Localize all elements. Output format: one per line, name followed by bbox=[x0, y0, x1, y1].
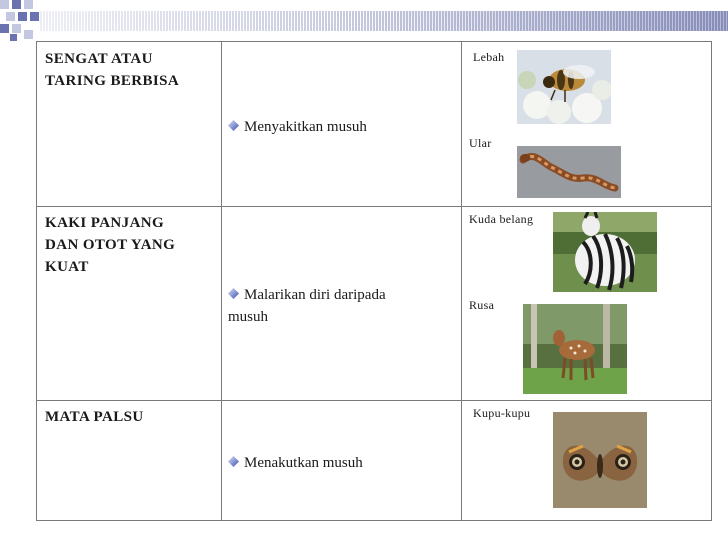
row-description bbox=[228, 116, 453, 138]
deer-photo bbox=[523, 304, 627, 394]
row-description-line: musuh bbox=[228, 309, 269, 325]
decor-square-8 bbox=[12, 24, 21, 33]
diamond-bullet-icon bbox=[228, 456, 239, 467]
decor-square-5 bbox=[18, 12, 27, 21]
column-divider-1 bbox=[221, 42, 222, 520]
row-label-line: SENGAT ATAU bbox=[45, 51, 153, 67]
zebra-photo bbox=[553, 212, 657, 292]
decor-square-6 bbox=[30, 12, 39, 21]
animal-label-ular: Ular bbox=[469, 136, 492, 150]
row-description-line: Menyakitkan musuh bbox=[244, 119, 367, 135]
row-divider-2 bbox=[37, 400, 711, 401]
decor-square-3 bbox=[24, 0, 33, 9]
row-label-line: KAKI PANJANG bbox=[45, 215, 165, 231]
butterfly-photo bbox=[553, 412, 647, 508]
column-divider-2 bbox=[461, 42, 462, 520]
row-label bbox=[45, 212, 215, 278]
defense-table bbox=[36, 41, 712, 521]
row-label-line: MATA PALSU bbox=[45, 409, 144, 425]
snake-photo bbox=[517, 146, 621, 198]
bee-photo bbox=[517, 50, 611, 124]
animal-label-lebah: Lebah bbox=[473, 50, 505, 64]
row-description bbox=[228, 452, 453, 474]
diamond-bullet-icon bbox=[228, 288, 239, 299]
decor-square-7 bbox=[0, 24, 9, 33]
diamond-bullet-icon bbox=[228, 120, 239, 131]
row-description-line: Menakutkan musuh bbox=[244, 455, 363, 471]
row-label bbox=[45, 48, 215, 92]
row-label-line: KUAT bbox=[45, 259, 89, 275]
decor-square-2 bbox=[12, 0, 21, 9]
decor-square-1 bbox=[0, 0, 9, 9]
row-label-line: TARING BERBISA bbox=[45, 73, 180, 89]
header-band bbox=[40, 11, 728, 31]
animal-label-kupu-kupu: Kupu-kupu bbox=[473, 406, 531, 420]
animal-label-rusa: Rusa bbox=[469, 298, 495, 312]
row-description-line: Malarikan diri daripada bbox=[244, 287, 386, 303]
animal-label-kuda-belang: Kuda belang bbox=[469, 212, 534, 226]
row-label bbox=[45, 406, 215, 428]
row-divider-1 bbox=[37, 206, 711, 207]
row-label-line: DAN OTOT YANG bbox=[45, 237, 176, 253]
row-description bbox=[228, 284, 453, 328]
decor-square-4 bbox=[6, 12, 15, 21]
decor-square-10 bbox=[10, 34, 17, 41]
decor-square-9 bbox=[24, 30, 33, 39]
